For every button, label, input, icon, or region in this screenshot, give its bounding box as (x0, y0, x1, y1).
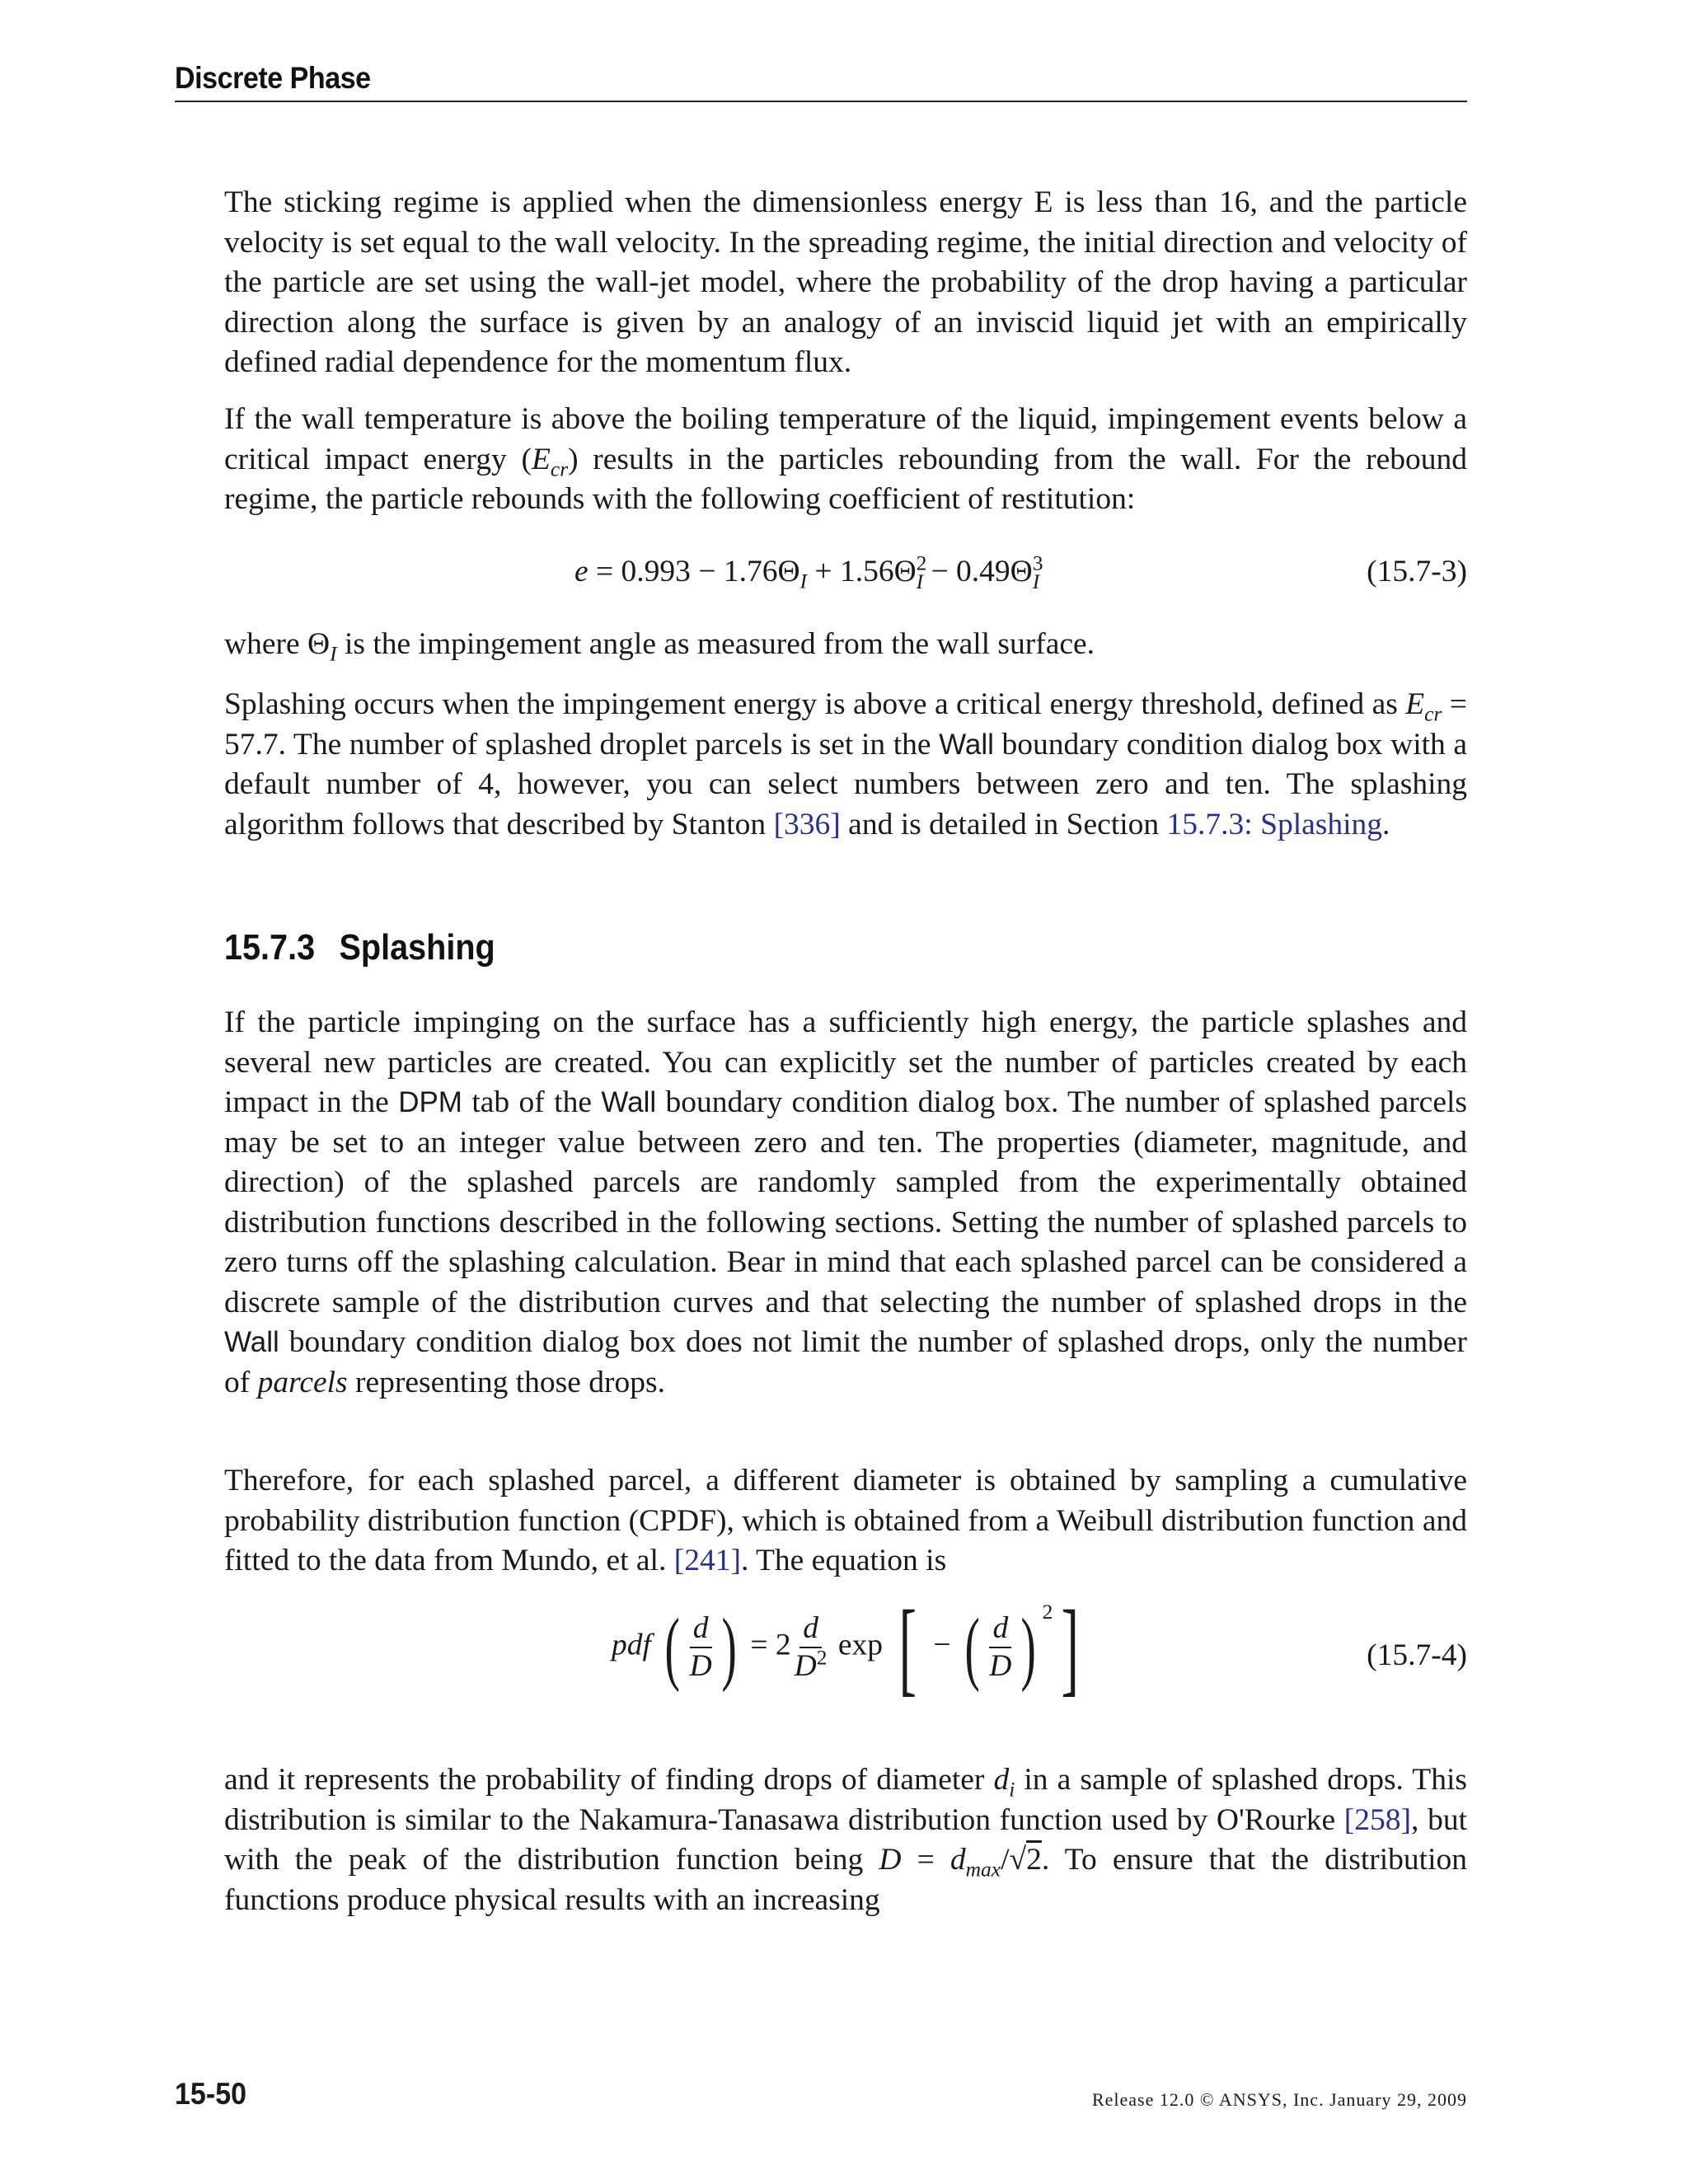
text-run: . To ensure that the distribution functions produce physical results with an increasing (224, 1843, 1468, 1917)
ui-term-wall: Wall (601, 1086, 657, 1118)
paragraph-impingement-angle: where $\Theta_I$ is the impingement angle as measured from the wall surface. (224, 627, 1095, 666)
text-run: in a sample of splashed drops. This distribution is similar to the Nakamura-Tanasawa distribution function used by O'Rourke (224, 1763, 1467, 1837)
paragraph-weibull-distribution (224, 1461, 1467, 1582)
equation-number: (15.7-3) (1367, 555, 1467, 588)
text-run: = 57.7. The number of splashed droplet parcels is set in the (224, 687, 1467, 762)
text-run: ) results in the particles rebounding from the wall. For the rebound regime, the particle rebounds with the following coefficient of restitution: (224, 442, 1467, 516)
section-number: 15.7.3 (224, 927, 316, 968)
text-run: and is detailed in Section (840, 807, 1167, 841)
page-number: 15-50 (175, 2077, 247, 2111)
text-run: boundary condition dialog box. The number of splashed parcels may be set to an integer value between zero and ten. The properties (diameter, magnitude, and direction) of the splashed parcels are randomly sampled from the experimentally obtained distribution functions described in the following sections. Setting the number of splashed parcels to zero turns off the splashing calculation. Bear in mind that each splashed parcel can be considered a discrete sample of the distribution curves and that selecting the number of splashed drops in the (224, 1085, 1467, 1319)
text-run: and it represents the probability of finding drops of diameter (224, 1763, 994, 1797)
equation-15-7-3 (224, 552, 1467, 593)
section-title: Splashing (339, 927, 495, 968)
equation-number: (15.7-4) (1367, 1638, 1467, 1672)
paragraph-text: The sticking regime is applied when the dimensionless energy E is less than 16, and the particle velocity is set equal to the wall velocity. In the spreading regime, the initial direction and velocity of the particle are set using the wall-jet model, where the probability of the drop having a particular direction along the surface is given by an analogy of an inviscid liquid jet with an empirically defined radial dependence for the momentum flux. (224, 185, 1467, 379)
citation-link-241[interactable]: [241] (673, 1544, 741, 1577)
text-run: If the particle impinging on the surface has a sufficiently high energy, the particle splashes and several new particles are created. You can explicitly set the number of particles created by each impact in the (224, 1005, 1467, 1119)
text-run: Therefore, for each splashed parcel, a different diameter is obtained by sampling a cumulative probability distribution function (CPDF), which is obtained from a Weibull distribution function and fitted to the data from Mundo, et al. (224, 1464, 1467, 1577)
section-heading-splashing (224, 927, 495, 968)
text-run: Splashing occurs when the impingement energy is above a critical energy threshold, defined as (224, 687, 1406, 721)
text-run: . The equation is (740, 1544, 947, 1577)
text-run: is the impingement angle as measured from the wall surface. (336, 627, 1095, 661)
text-run: . (1382, 807, 1390, 841)
equation-formula: pdf ( $\frac{d}{D}$ ) = 2 $\frac{d}{D^2}$ exp [ − ( $\frac{d}{D}$ ) $^2$] (612, 1589, 1080, 1706)
equation-15-7-4 (224, 1589, 1467, 1718)
paragraph-probability-drops: and it represents the probability of finding drops of diameter $d_i$ in a sample of splashed drops. This distribution is similar to the Nakamura-Tanasawa distribution function used by O'Rourke [258], but with the peak of the distribution function being $D = d_{max}/√2$. To ensure that the distribution functions produce physical results with an increasing (224, 1763, 1468, 1917)
header-rule (175, 101, 1467, 102)
paragraph-sticking-regime (224, 183, 1467, 383)
citation-link-336[interactable]: [336] (773, 807, 841, 841)
ui-term-wall: Wall (939, 728, 994, 761)
paragraph-wall-temperature: If the wall temperature is above the boiling temperature of the liquid, impingement events below a critical impact energy $(E_{cr})$ results in the particles rebounding from the wall. For the rebound regime, the particle rebounds with the following coefficient of restitution: (224, 402, 1467, 516)
text-run: , but with the peak of the distribution function being (224, 1802, 1467, 1877)
running-header-title: Discrete Phase (175, 61, 371, 95)
text-run: boundary condition dialog box does not limit the number of splashed drops, only the number of (224, 1325, 1467, 1399)
ui-term-wall: Wall (224, 1326, 279, 1358)
emphasis-parcels: parcels (257, 1365, 348, 1399)
text-run: tab of the (462, 1085, 602, 1119)
release-info: Release 12.0 © ANSYS, Inc. January 29, 2009 (1091, 2089, 1467, 2110)
text-run: boundary condition dialog box with a default number of 4, however, you can select numbers between zero and ten. The splashing algorithm follows that described by Stanton (224, 727, 1468, 841)
section-link-splashing[interactable]: 15.7.3: Splashing (1166, 807, 1383, 841)
paragraph-splashing-description (224, 1003, 1467, 1403)
ui-term-dpm: DPM (398, 1086, 462, 1118)
text-run: where (224, 627, 307, 661)
text-run: representing those drops. (347, 1365, 665, 1399)
text-run: If the wall temperature is above the boiling temperature of the liquid, impingement events below a critical impact energy ( (224, 402, 1467, 476)
paragraph-splashing-threshold: Splashing occurs when the impingement energy is above a critical energy threshold, defined as $E_{cr} = 57.7$. The number of splashed droplet parcels is set in the Wall boundary condition dialog box with a default number of 4, however, you can select numbers between zero and ten. The splashing algorithm follows that described by Stanton [336] and is detailed in Section 15.7.3: Splashing. (224, 687, 1468, 841)
citation-link-258[interactable]: [258] (1343, 1802, 1412, 1837)
equation-formula: $e = 0.993 - 1.76\Theta_I + 1.56\Theta^2_I - 0.49\Theta^3_I$ (574, 551, 1043, 593)
